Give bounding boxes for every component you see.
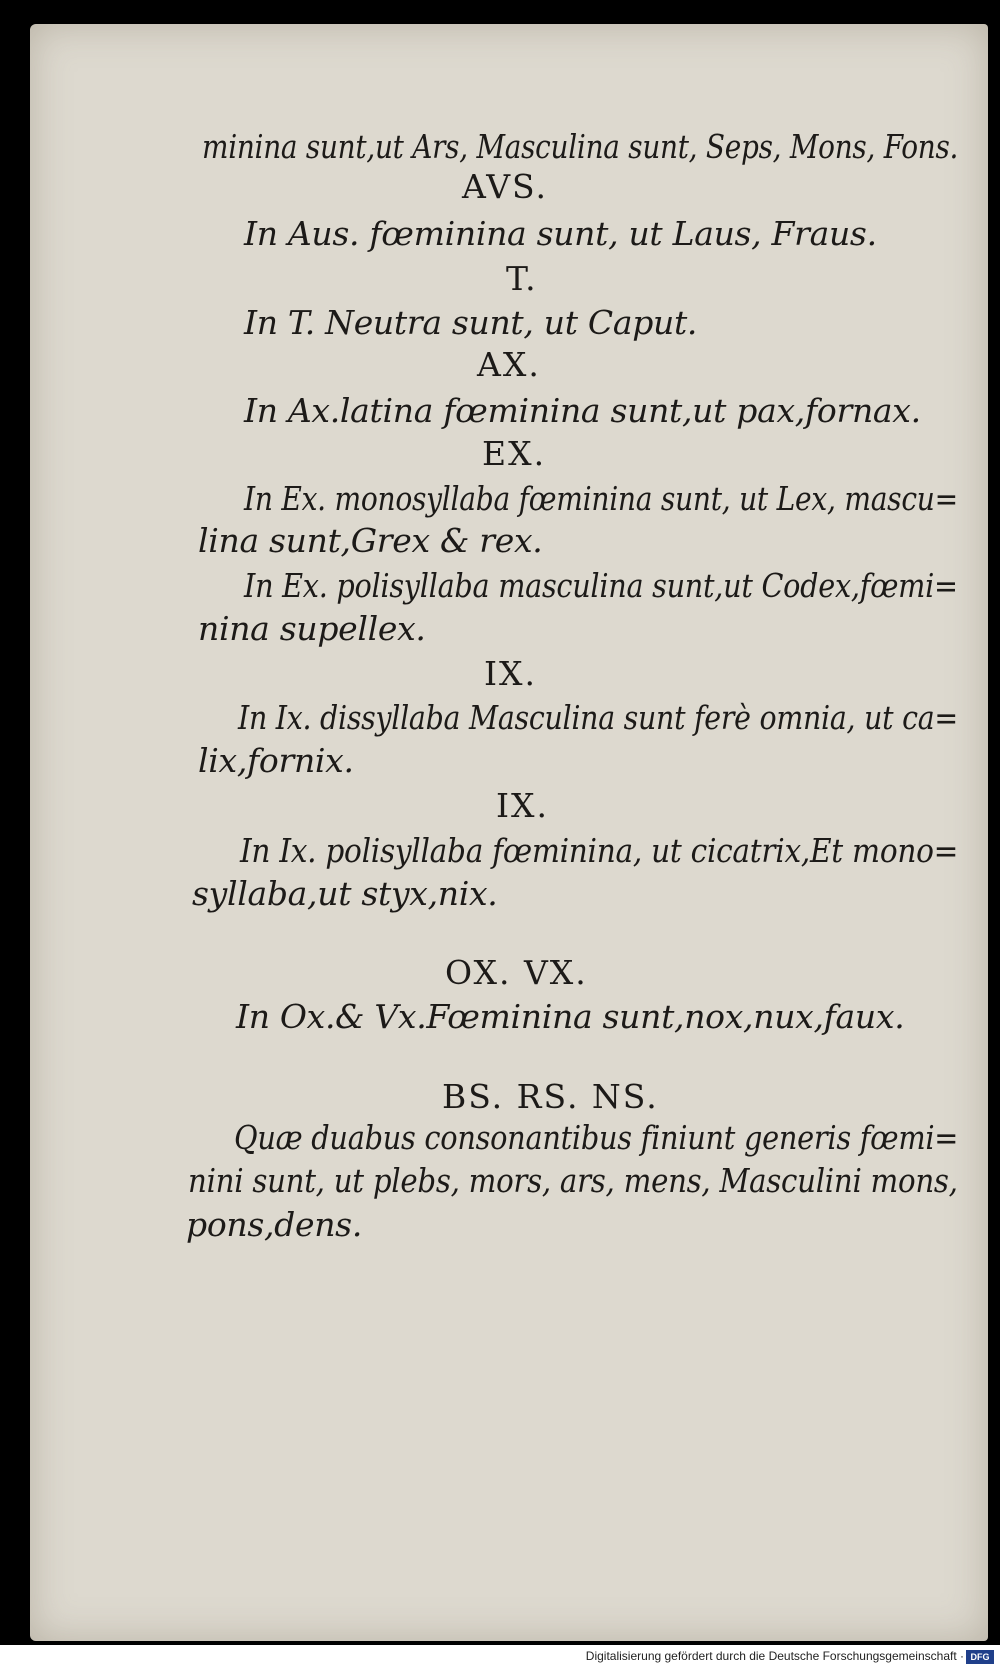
heading-ox-vx: OX. VX.: [445, 953, 588, 992]
heading-bs-rs-ns: BS. RS. NS.: [442, 1077, 659, 1116]
heading-ex: EX.: [482, 434, 547, 473]
text-line-12: syllaba,ut styx,nix.: [192, 874, 498, 913]
heading-t: T.: [506, 259, 538, 298]
heading-ix: IX.: [484, 654, 538, 693]
text-line-9: In Ix. dissyllaba Masculina sunt ferè omnia, ut ca=: [238, 698, 958, 737]
text-line-10: lix,fornix.: [198, 741, 354, 780]
text-line-5: In Ex. monosyllaba fœminina sunt, ut Lex, mascu=: [244, 479, 958, 518]
text-line-8: nina supellex.: [198, 609, 426, 648]
text-line-11: In Ix. polisyllaba fœminina, ut cicatrix,Et mono=: [240, 831, 959, 870]
dfg-logo-icon: DFG: [966, 1650, 994, 1664]
text-line-13: In Ox.& Vx.Fœminina sunt,nox,nux,faux.: [236, 997, 905, 1036]
footer-credit: Digitalisierung gefördert durch die Deutsche Forschungsgemeinschaft ·: [585, 1649, 964, 1663]
text-line-2: In Aus. fœminina sunt, ut Laus, Fraus.: [244, 214, 877, 253]
text-line-3: In T. Neutra sunt, ut Caput.: [244, 303, 698, 342]
heading-avs: AVS.: [462, 167, 548, 206]
text-line-6: lina sunt,Grex & rex.: [198, 521, 543, 560]
heading-ax: AX.: [477, 345, 541, 384]
text-line-14: Quæ duabus consonantibus finiunt generis fœmi=: [234, 1118, 959, 1157]
text-line-16: pons,dens.: [186, 1205, 363, 1244]
footer-bar: [0, 1645, 1000, 1667]
text-line-4: In Ax.latina fœminina sunt,ut pax,fornax.: [244, 391, 921, 430]
book-page: [30, 24, 988, 1641]
text-line-1: minina sunt,ut Ars, Masculina sunt, Seps, Mons, Fons.: [202, 127, 959, 166]
text-line-15: nini sunt, ut plebs, mors, ars, mens, Masculini mons,: [188, 1161, 958, 1200]
heading-ix-2: IX.: [496, 786, 550, 825]
text-line-7: In Ex. polisyllaba masculina sunt,ut Codex,fœmi=: [244, 566, 958, 605]
